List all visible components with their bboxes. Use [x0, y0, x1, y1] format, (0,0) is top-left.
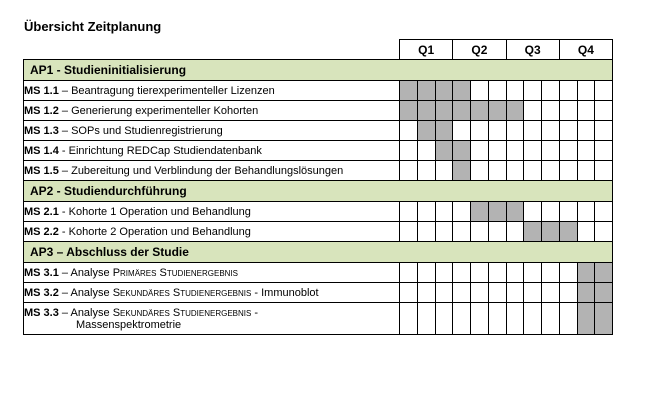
milestone-label: [24, 263, 400, 283]
timeline-cell-filled: [453, 101, 471, 121]
timeline-cell-filled: [453, 141, 471, 161]
quarter-header-q4: Q4: [559, 40, 612, 60]
milestone-text: Generierung experimenteller Kohorten: [71, 104, 259, 117]
timeline-cell-empty: [595, 161, 613, 181]
timeline-cell-empty: [488, 263, 506, 283]
timeline-cell-empty: [559, 283, 577, 303]
timeline-cell-empty: [595, 141, 613, 161]
milestone-text: Kohorte 2 Operation und Behandlung: [68, 225, 251, 238]
timeline-cell-empty: [488, 121, 506, 141]
milestone-line: [24, 105, 258, 117]
timeline-cell-empty: [400, 161, 418, 181]
milestone-line: [24, 145, 262, 157]
milestone-line: [24, 307, 258, 319]
section-row: [24, 60, 613, 81]
timeline-cell-filled: [506, 202, 524, 222]
timeline-cell-empty: [559, 263, 577, 283]
milestone-row: [24, 283, 613, 303]
milestone-separator: –: [58, 164, 72, 177]
milestone-label: [24, 141, 400, 161]
timeline-cell-filled: [595, 303, 613, 335]
milestone-label: [24, 283, 400, 303]
milestone-separator: – Analyse: [58, 306, 113, 319]
timeline-cell-filled: [435, 121, 453, 141]
timeline-cell-empty: [524, 202, 542, 222]
timeline-cell-empty: [400, 222, 418, 242]
milestone-separator: – Analyse: [58, 286, 113, 299]
quarter-header-q1: Q1: [400, 40, 453, 60]
timeline-cell-filled: [453, 81, 471, 101]
milestone-row: [24, 161, 613, 181]
milestone-code: MS 3.3: [24, 306, 59, 319]
milestone-code: MS 2.1: [24, 205, 59, 218]
timeline-cell-empty: [435, 303, 453, 335]
timeline-cell-filled: [471, 202, 489, 222]
timeline-cell-empty: [506, 263, 524, 283]
milestone-line: [24, 165, 343, 177]
timeline-cell-empty: [595, 222, 613, 242]
timeline-cell-empty: [577, 81, 595, 101]
quarter-header-q3: Q3: [506, 40, 559, 60]
timeline-cell-empty: [542, 161, 560, 181]
timeline-cell-empty: [559, 303, 577, 335]
timeline-cell-empty: [488, 161, 506, 181]
milestone-row: [24, 202, 613, 222]
milestone-code: MS 1.3: [24, 124, 59, 137]
milestone-row: [24, 222, 613, 242]
timeline-cell-empty: [400, 121, 418, 141]
timeline-cell-empty: [542, 141, 560, 161]
timeline-cell-empty: [417, 263, 435, 283]
timeline-cell-empty: [453, 121, 471, 141]
timeline-cell-empty: [400, 202, 418, 222]
timeline-cell-empty: [542, 81, 560, 101]
timeline-cell-empty: [471, 222, 489, 242]
timeline-cell-empty: [400, 283, 418, 303]
timeline-cell-filled: [435, 81, 453, 101]
timeline-cell-empty: [524, 141, 542, 161]
timeline-cell-empty: [435, 263, 453, 283]
timeline-cell-empty: [559, 81, 577, 101]
timeline-cell-empty: [542, 303, 560, 335]
timeline-cell-empty: [524, 101, 542, 121]
timeline-cell-empty: [524, 303, 542, 335]
milestone-separator: -: [58, 205, 69, 218]
timeline-cell-empty: [453, 263, 471, 283]
milestone-text: Zubereitung und Verblindung der Behandlungslösungen: [71, 164, 344, 177]
timeline-cell-empty: [595, 81, 613, 101]
section-label: AP2 - Studiendurchführung: [24, 181, 613, 202]
timeline-cell-filled: [417, 81, 435, 101]
timeline-cell-empty: [400, 141, 418, 161]
timeline-cell-empty: [577, 161, 595, 181]
timeline-cell-empty: [488, 141, 506, 161]
milestone-suffix: -: [251, 306, 259, 319]
milestone-row: [24, 263, 613, 283]
section-label: AP1 - Studieninitialisierung: [24, 60, 613, 81]
timeline-cell-empty: [471, 81, 489, 101]
timeline-cell-empty: [435, 161, 453, 181]
timeline-cell-filled: [471, 101, 489, 121]
milestone-text: Primäres Studienergebnis: [112, 266, 238, 279]
milestone-text-continued: Massenspektrometrie: [76, 318, 182, 331]
quarter-header-q2: Q2: [453, 40, 506, 60]
timeline-cell-empty: [524, 121, 542, 141]
milestone-line: [24, 85, 275, 97]
timeline-cell-empty: [453, 202, 471, 222]
timeline-cell-filled: [524, 222, 542, 242]
timeline-cell-empty: [559, 141, 577, 161]
section-row: [24, 242, 613, 263]
timeline-cell-filled: [435, 141, 453, 161]
milestone-row: [24, 81, 613, 101]
timeline-cell-empty: [453, 222, 471, 242]
milestone-label: [24, 303, 400, 335]
milestone-line: [24, 226, 251, 238]
timeline-cell-empty: [559, 202, 577, 222]
milestone-label: [24, 81, 400, 101]
timeline-cell-empty: [417, 283, 435, 303]
timeline-cell-empty: [488, 222, 506, 242]
timeline-cell-empty: [417, 303, 435, 335]
milestone-code: MS 2.2: [24, 225, 59, 238]
timeline-cell-empty: [400, 303, 418, 335]
timeline-table: [23, 39, 613, 335]
milestone-text: Kohorte 1 Operation und Behandlung: [68, 205, 251, 218]
timeline-cell-empty: [400, 263, 418, 283]
timeline-cell-empty: [506, 141, 524, 161]
header-blank-cell: [24, 40, 400, 60]
timeline-cell-empty: [488, 303, 506, 335]
timeline-cell-filled: [417, 101, 435, 121]
timeline-cell-empty: [453, 283, 471, 303]
timeline-cell-empty: [417, 202, 435, 222]
timeline-cell-filled: [435, 101, 453, 121]
timeline-cell-empty: [488, 81, 506, 101]
timeline-cell-empty: [471, 303, 489, 335]
milestone-separator: –: [58, 104, 72, 117]
timeline-cell-empty: [506, 121, 524, 141]
timeline-cell-empty: [471, 121, 489, 141]
milestone-label: [24, 101, 400, 121]
timeline-cell-empty: [577, 222, 595, 242]
milestone-label: [24, 121, 400, 141]
timeline-cell-empty: [524, 161, 542, 181]
milestone-text: Einrichtung REDCap Studiendatenbank: [68, 144, 262, 157]
milestone-line: [24, 267, 238, 279]
timeline-cell-empty: [453, 303, 471, 335]
timeline-cell-filled: [559, 222, 577, 242]
timeline-cell-empty: [577, 202, 595, 222]
timeline-cell-empty: [595, 121, 613, 141]
timeline-cell-filled: [488, 101, 506, 121]
milestone-separator: -: [58, 144, 69, 157]
timeline-cell-empty: [417, 222, 435, 242]
timeline-cell-empty: [471, 141, 489, 161]
quarter-header-row: [24, 40, 613, 60]
milestone-line: [24, 125, 223, 137]
milestone-text: SOPs und Studienregistrierung: [71, 124, 223, 137]
timeline-cell-empty: [506, 283, 524, 303]
timeline-cell-empty: [435, 222, 453, 242]
milestone-line: [24, 287, 319, 299]
milestone-separator: – Analyse: [58, 266, 113, 279]
page-title: Übersicht Zeitplanung: [24, 19, 162, 34]
milestone-line: [24, 206, 251, 218]
timeline-cell-empty: [506, 303, 524, 335]
milestone-text: Beantragung tierexperimenteller Lizenzen: [71, 84, 275, 97]
timeline-cell-empty: [559, 161, 577, 181]
timeline-cell-empty: [542, 101, 560, 121]
timeline-cell-empty: [524, 283, 542, 303]
milestone-code: MS 1.2: [24, 104, 59, 117]
timeline-cell-filled: [400, 81, 418, 101]
timeline-cell-empty: [542, 121, 560, 141]
milestone-code: MS 3.2: [24, 286, 59, 299]
milestone-suffix: - Immunoblot: [251, 286, 319, 299]
timeline-cell-empty: [417, 141, 435, 161]
timeline-cell-empty: [577, 141, 595, 161]
timeline-cell-filled: [417, 121, 435, 141]
timeline-cell-empty: [542, 263, 560, 283]
timeline-cell-empty: [577, 101, 595, 121]
timeline-cell-empty: [471, 263, 489, 283]
milestone-label: [24, 161, 400, 181]
timeline-cell-filled: [595, 263, 613, 283]
milestone-separator: –: [58, 84, 72, 97]
timeline-cell-empty: [435, 202, 453, 222]
timeline-cell-empty: [559, 101, 577, 121]
milestone-text: Sekundäres Studienergebnis: [112, 286, 252, 299]
milestone-label: [24, 202, 400, 222]
timeline-cell-filled: [542, 222, 560, 242]
milestone-separator: –: [58, 124, 72, 137]
milestone-text: Sekundäres Studienergebnis: [112, 306, 252, 319]
timeline-cell-empty: [435, 283, 453, 303]
timeline-cell-filled: [577, 263, 595, 283]
timeline-cell-empty: [524, 81, 542, 101]
timeline-cell-filled: [400, 101, 418, 121]
section-row: [24, 181, 613, 202]
timeline-cell-empty: [471, 161, 489, 181]
timeline-cell-empty: [506, 161, 524, 181]
timeline-cell-empty: [471, 283, 489, 303]
timeline-cell-empty: [577, 121, 595, 141]
timeline-cell-empty: [506, 81, 524, 101]
timeline-cell-empty: [595, 101, 613, 121]
timeline-cell-empty: [542, 202, 560, 222]
milestone-row: [24, 141, 613, 161]
milestone-code: MS 1.4: [24, 144, 59, 157]
milestone-separator: -: [58, 225, 69, 238]
milestone-row: [24, 303, 613, 335]
milestone-code: MS 1.5: [24, 164, 59, 177]
timeline-cell-filled: [488, 202, 506, 222]
milestone-row: [24, 101, 613, 121]
timeline-cell-empty: [595, 202, 613, 222]
timeline-cell-filled: [453, 161, 471, 181]
timeline-cell-filled: [577, 303, 595, 335]
timeline-cell-filled: [595, 283, 613, 303]
timeline-cell-empty: [488, 283, 506, 303]
section-label: AP3 – Abschluss der Studie: [24, 242, 613, 263]
timeline-cell-empty: [506, 222, 524, 242]
timeline-cell-empty: [524, 263, 542, 283]
timeline-cell-empty: [542, 283, 560, 303]
milestone-code: MS 1.1: [24, 84, 59, 97]
milestone-label: [24, 222, 400, 242]
timeline-cell-empty: [417, 161, 435, 181]
milestone-row: [24, 121, 613, 141]
timeline-cell-empty: [559, 121, 577, 141]
milestone-code: MS 3.1: [24, 266, 59, 279]
timeline-cell-filled: [506, 101, 524, 121]
timeline-cell-filled: [577, 283, 595, 303]
